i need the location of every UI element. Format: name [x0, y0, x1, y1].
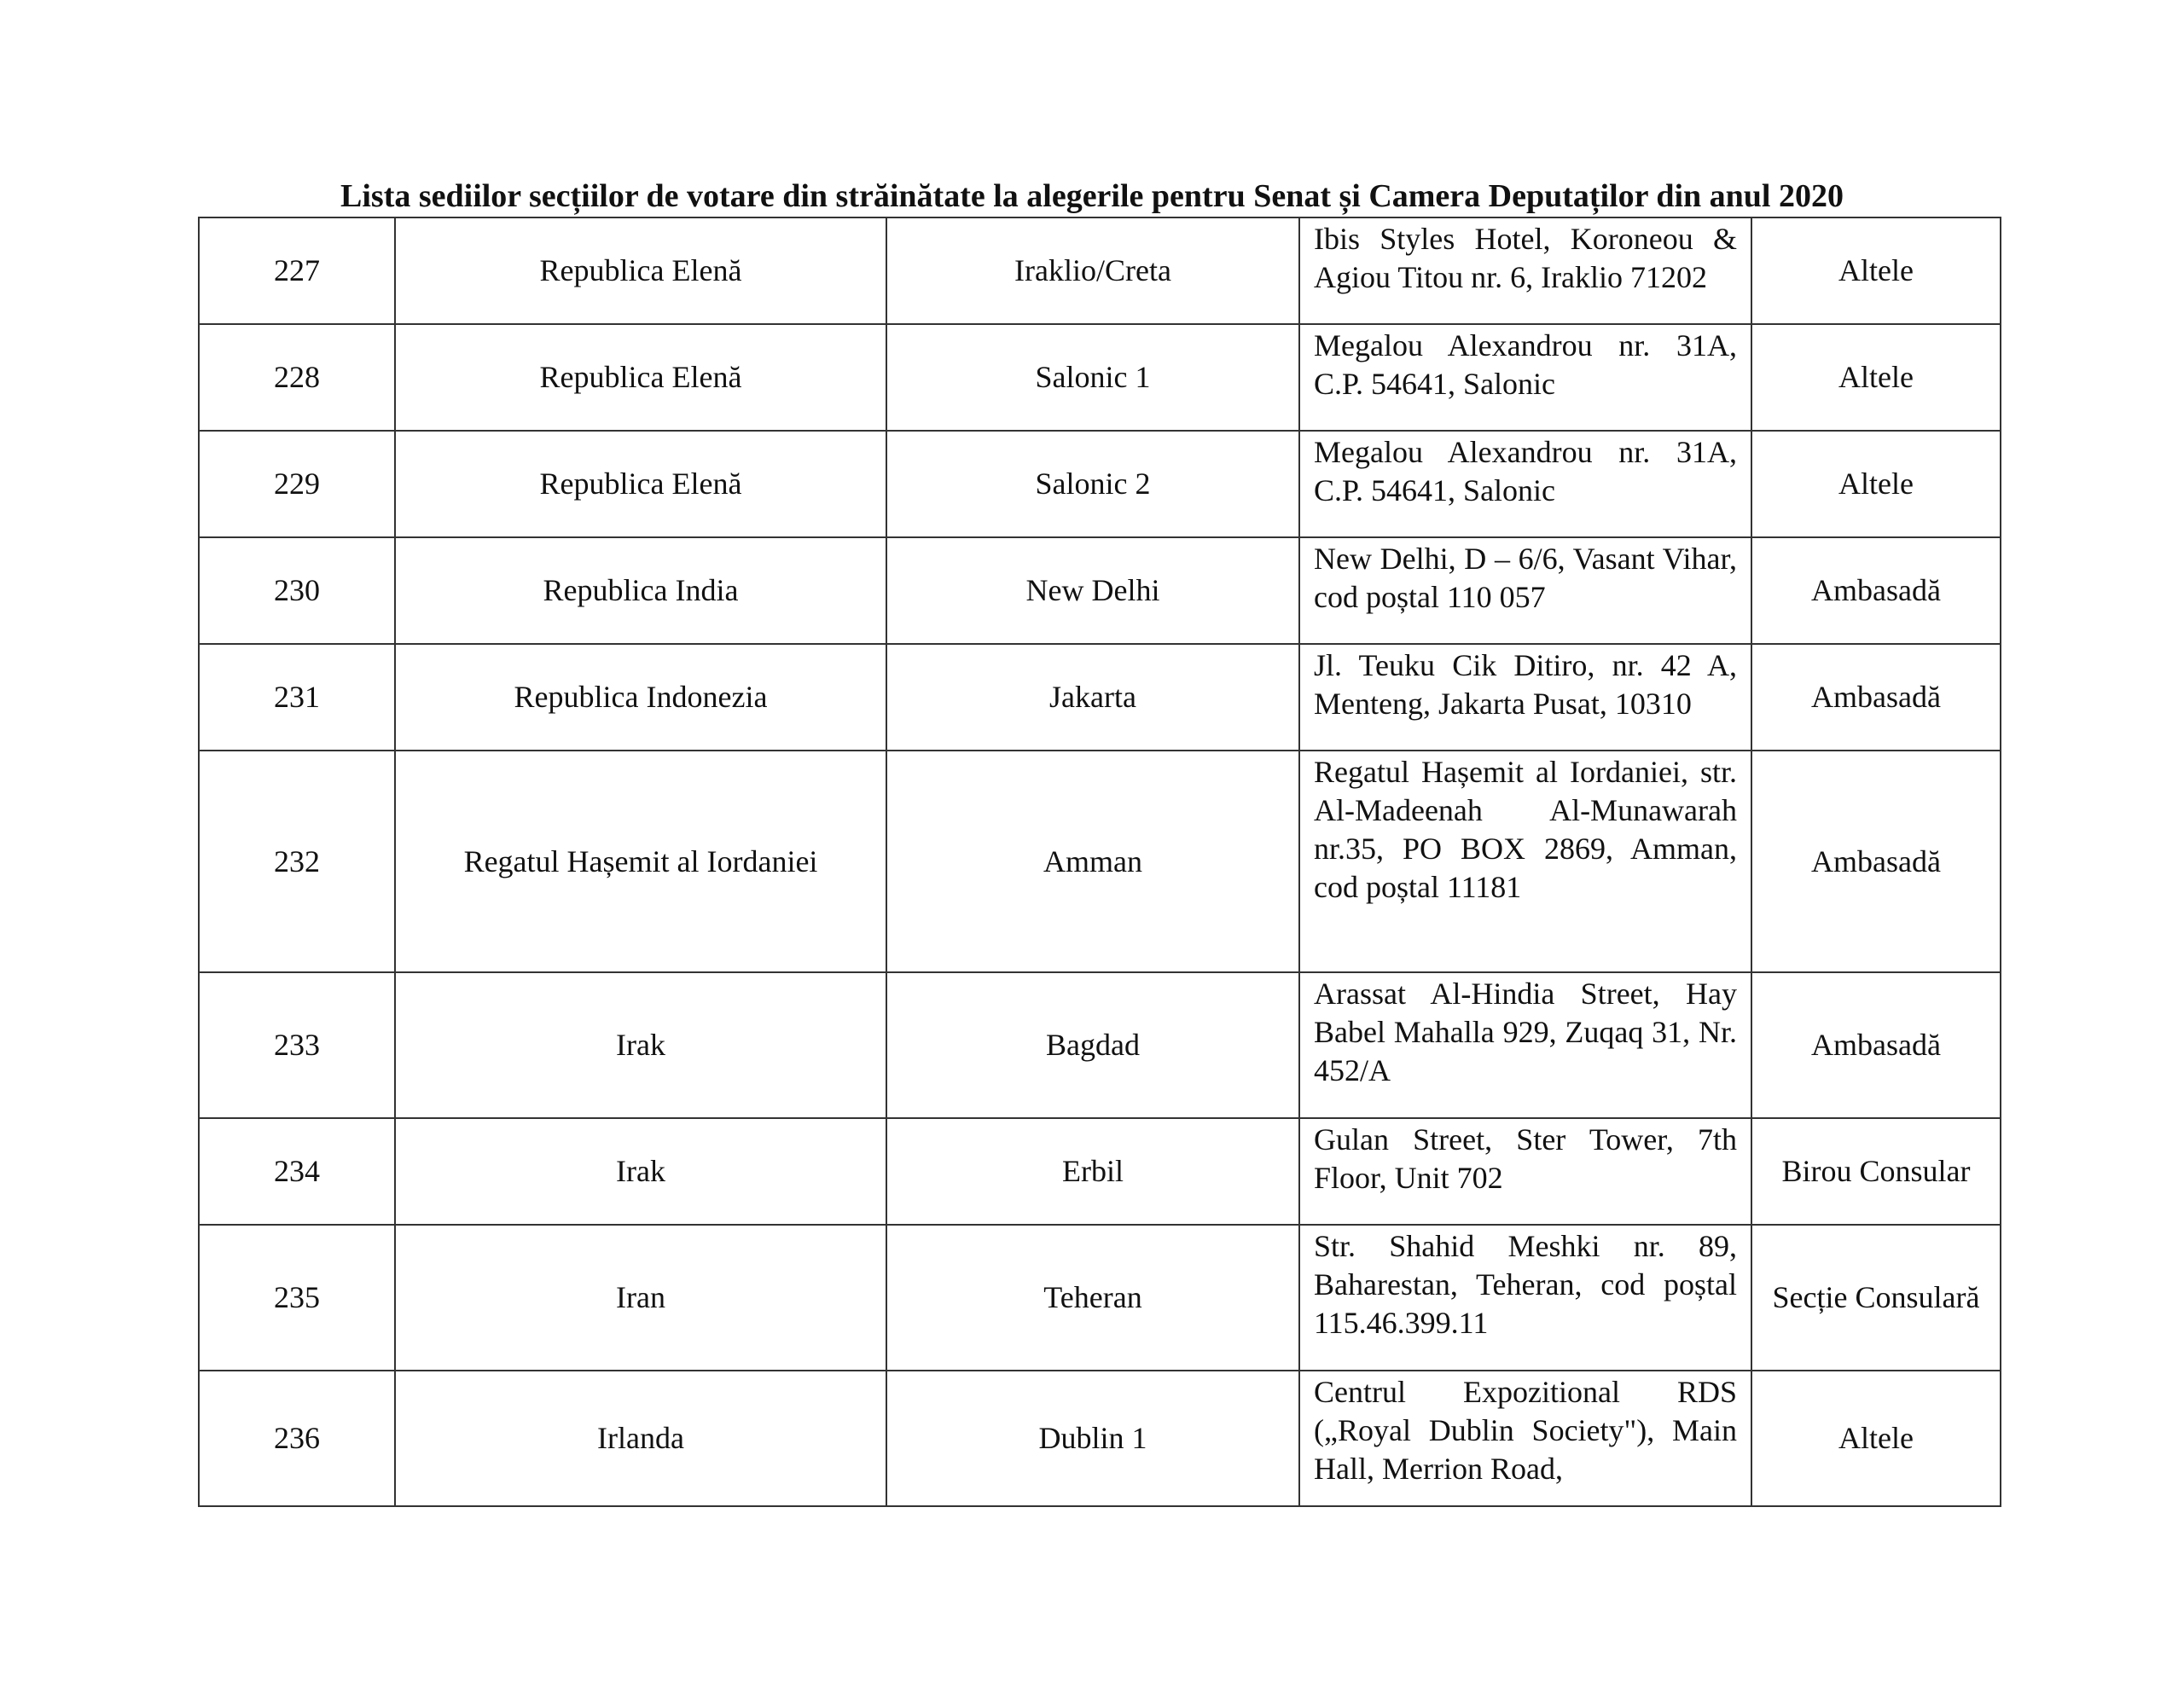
table-row: [199, 537, 2001, 644]
city-cell: Dublin 1: [886, 1371, 1299, 1506]
address-cell: Regatul Hașemit al Iordaniei, str. Al-Madeenah Al-Munawarah nr.35, PO BOX 2869, Amman, cod poștal 11181: [1299, 751, 1751, 972]
address-cell: Str. Shahid Meshki nr. 89, Baharestan, Teheran, cod poștal 115.46.399.11: [1299, 1225, 1751, 1371]
row-number: 231: [199, 644, 395, 751]
table-row: [199, 1371, 2001, 1506]
city-cell: Bagdad: [886, 972, 1299, 1118]
row-number: 232: [199, 751, 395, 972]
city-cell: New Delhi: [886, 537, 1299, 644]
address-cell: Jl. Teuku Cik Ditiro, nr. 42 A, Menteng, Jakarta Pusat, 10310: [1299, 644, 1751, 751]
country-cell: Irlanda: [395, 1371, 886, 1506]
type-cell: Altele: [1751, 1371, 2001, 1506]
table-row: [199, 1225, 2001, 1371]
type-cell: Ambasadă: [1751, 972, 2001, 1118]
row-number: 233: [199, 972, 395, 1118]
type-cell: Secție Consulară: [1751, 1225, 2001, 1371]
city-cell: Erbil: [886, 1118, 1299, 1225]
country-cell: Irak: [395, 972, 886, 1118]
row-number: 234: [199, 1118, 395, 1225]
row-number: 235: [199, 1225, 395, 1371]
address-cell: Arassat Al-Hindia Street, Hay Babel Mahalla 929, Zuqaq 31, Nr. 452/A: [1299, 972, 1751, 1118]
row-number: 229: [199, 431, 395, 537]
city-cell: Salonic 1: [886, 324, 1299, 431]
address-cell: New Delhi, D – 6/6, Vasant Vihar, cod poștal 110 057: [1299, 537, 1751, 644]
city-cell: Iraklio/Creta: [886, 217, 1299, 324]
table-row: [199, 324, 2001, 431]
country-cell: Republica Indonezia: [395, 644, 886, 751]
table-row: [199, 217, 2001, 324]
table-row: [199, 751, 2001, 972]
page-title: Lista sediilor secțiilor de votare din străinătate la alegerile pentru Senat și Camera Deputaților din anul 2020: [340, 178, 1844, 214]
city-cell: Teheran: [886, 1225, 1299, 1371]
city-cell: Amman: [886, 751, 1299, 972]
country-cell: Republica Elenă: [395, 431, 886, 537]
address-cell: Ibis Styles Hotel, Koroneou & Agiou Titou nr. 6, Iraklio 71202: [1299, 217, 1751, 324]
row-number: 230: [199, 537, 395, 644]
country-cell: Republica India: [395, 537, 886, 644]
polling-stations-table: [198, 217, 2001, 1507]
country-cell: Republica Elenă: [395, 217, 886, 324]
type-cell: Ambasadă: [1751, 537, 2001, 644]
type-cell: Altele: [1751, 431, 2001, 537]
country-cell: Republica Elenă: [395, 324, 886, 431]
country-cell: Regatul Hașemit al Iordaniei: [395, 751, 886, 972]
country-cell: Iran: [395, 1225, 886, 1371]
type-cell: Altele: [1751, 324, 2001, 431]
address-cell: Centrul Expozitional RDS („Royal Dublin Society"), Main Hall, Merrion Road,: [1299, 1371, 1751, 1506]
type-cell: Ambasadă: [1751, 751, 2001, 972]
city-cell: Jakarta: [886, 644, 1299, 751]
table-row: [199, 1118, 2001, 1225]
table-row: [199, 644, 2001, 751]
row-number: 227: [199, 217, 395, 324]
type-cell: Altele: [1751, 217, 2001, 324]
address-cell: Megalou Alexandrou nr. 31A, C.P. 54641, Salonic: [1299, 431, 1751, 537]
table-row: [199, 431, 2001, 537]
address-cell: Megalou Alexandrou nr. 31A, C.P. 54641, Salonic: [1299, 324, 1751, 431]
city-cell: Salonic 2: [886, 431, 1299, 537]
address-cell: Gulan Street, Ster Tower, 7th Floor, Unit 702: [1299, 1118, 1751, 1225]
table-row: [199, 972, 2001, 1118]
row-number: 228: [199, 324, 395, 431]
type-cell: Birou Consular: [1751, 1118, 2001, 1225]
row-number: 236: [199, 1371, 395, 1506]
country-cell: Irak: [395, 1118, 886, 1225]
type-cell: Ambasadă: [1751, 644, 2001, 751]
